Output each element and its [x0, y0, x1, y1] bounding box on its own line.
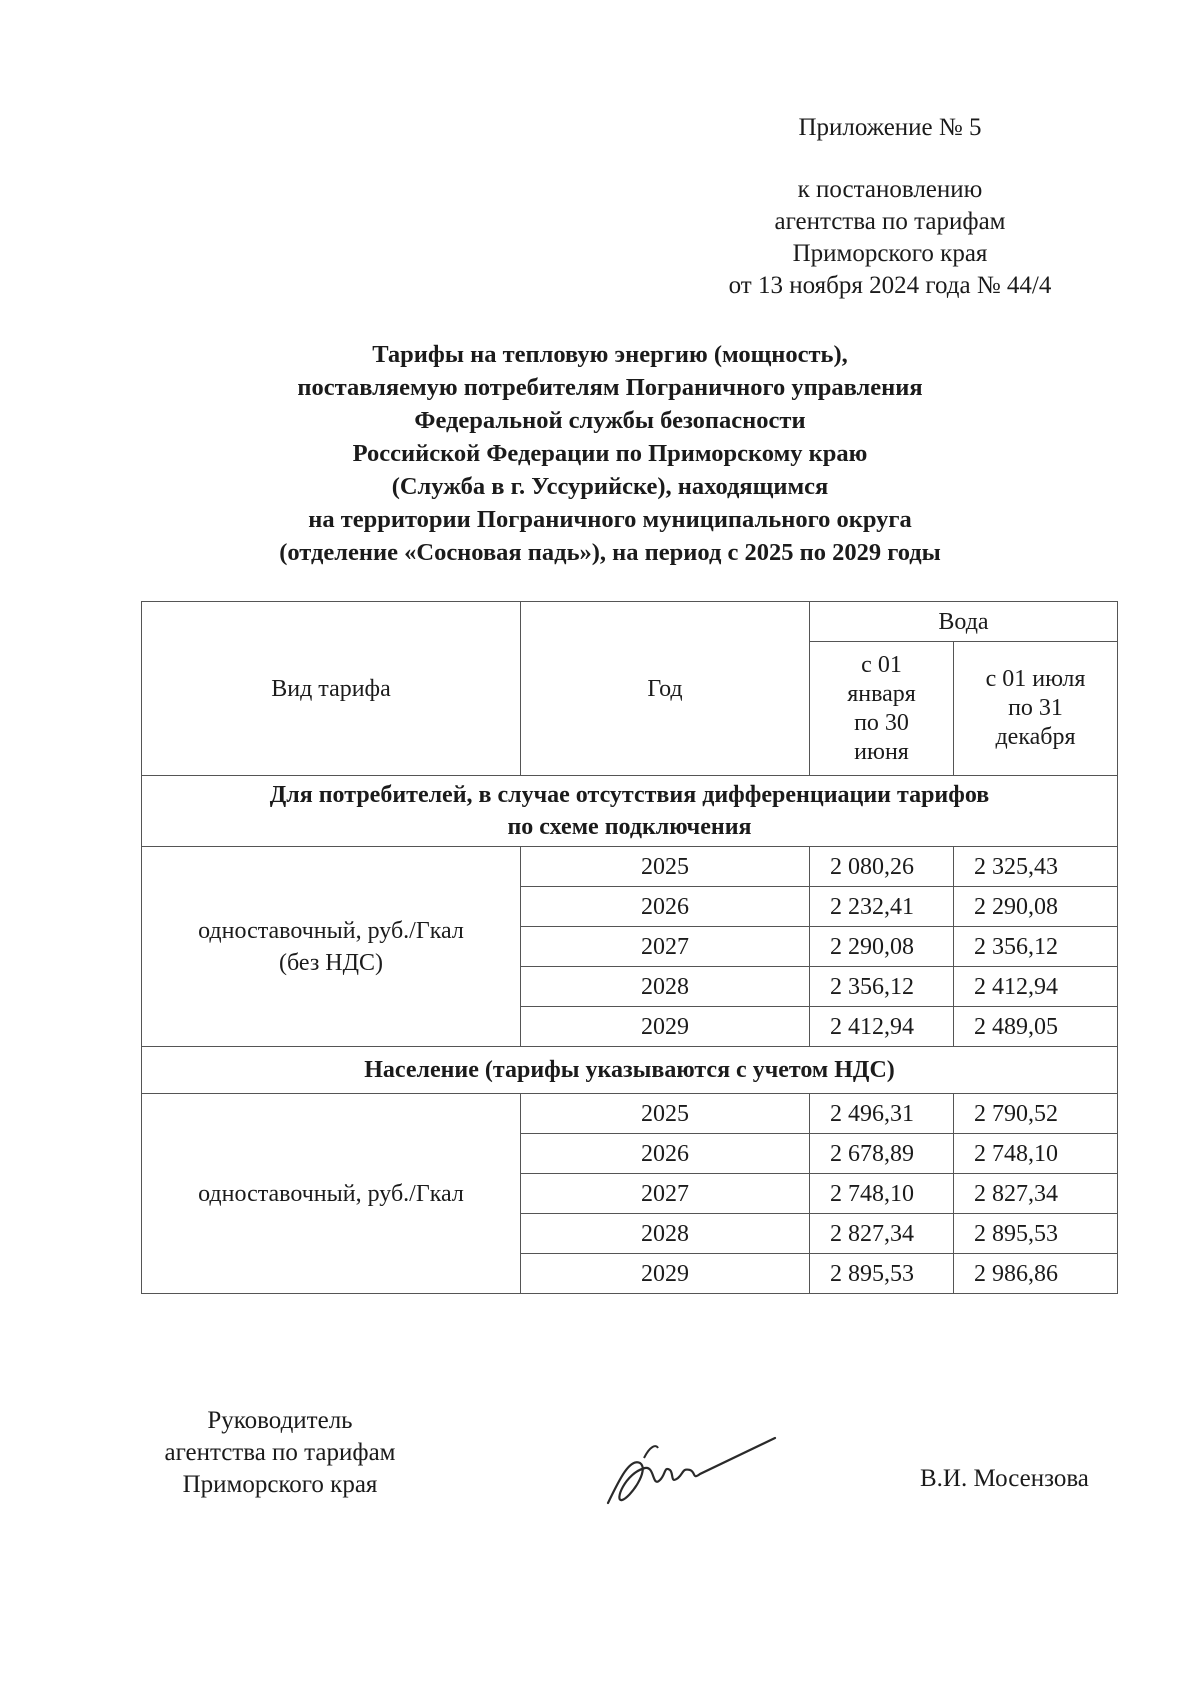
tariff-h2-cell: 2 790,52 — [954, 1094, 1118, 1134]
section-title-line-2: по схеме подключения — [507, 814, 752, 840]
section-title — [142, 1047, 1118, 1094]
tariff-h2-cell: 2 827,34 — [954, 1174, 1118, 1214]
signatory-position-line-3: Приморского края — [182, 1471, 378, 1498]
tariff-h2-cell: 2 986,86 — [954, 1254, 1118, 1294]
tariff-h2-cell: 2 325,43 — [954, 847, 1118, 887]
title-line: Тарифы на тепловую энергию (мощность), — [372, 341, 848, 368]
title-line: на территории Пограничного муниципального округа — [308, 506, 912, 533]
document-title — [150, 338, 1070, 569]
year-cell: 2028 — [521, 967, 810, 1007]
appendix-line-1: к постановлению — [797, 176, 983, 203]
tariff-h2-cell: 2 412,94 — [954, 967, 1118, 1007]
tariff-h1-cell: 2 232,41 — [810, 887, 954, 927]
tariff-h1-cell: 2 496,31 — [810, 1094, 954, 1134]
tariff-h1-cell: 2 356,12 — [810, 967, 954, 1007]
signatory-name: В.И. Мосензова — [920, 1465, 1089, 1492]
signatory-position — [140, 1405, 420, 1501]
title-line: (Служба в г. Уссурийске), находящимся — [391, 473, 829, 500]
tariff-h1-cell: 2 290,08 — [810, 927, 954, 967]
year-cell: 2029 — [521, 1007, 810, 1047]
header-period-1: с 01 января по 30 июня — [810, 642, 954, 776]
header-kind: Вид тарифа — [142, 602, 521, 776]
tariff-h1-cell: 2 895,53 — [810, 1254, 954, 1294]
tariff-h2-cell: 2 356,12 — [954, 927, 1118, 967]
section-title-line-1: Для потребителей, в случае отсутствия дифференциации тарифов — [269, 782, 990, 808]
tariff-h1-cell: 2 678,89 — [810, 1134, 954, 1174]
tariff-kind-line-1: одноставочный, руб./Гкал — [198, 1180, 464, 1207]
year-cell: 2028 — [521, 1214, 810, 1254]
tariff-h2-cell: 2 489,05 — [954, 1007, 1118, 1047]
section-title — [142, 776, 1118, 847]
year-cell: 2029 — [521, 1254, 810, 1294]
section-title-line-1: Население (тарифы указываются с учетом НДС) — [364, 1057, 895, 1083]
header-year: Год — [521, 602, 810, 776]
tariff-h2-cell: 2 748,10 — [954, 1134, 1118, 1174]
tariff-h2-cell: 2 895,53 — [954, 1214, 1118, 1254]
year-cell: 2027 — [521, 1174, 810, 1214]
tariff-kind-line-1: одноставочный, руб./Гкал — [198, 917, 464, 944]
appendix-line-3: Приморского края — [792, 240, 988, 267]
year-cell: 2025 — [521, 847, 810, 887]
tariff-kind-line-2: (без НДС) — [278, 949, 383, 976]
year-cell: 2025 — [521, 1094, 810, 1134]
appendix-line-4: от 13 ноября 2024 года № 44/4 — [728, 272, 1052, 299]
signatory-position-line-1: Руководитель — [207, 1407, 353, 1434]
header-water: Вода — [810, 602, 1118, 642]
tariff-h2-cell: 2 290,08 — [954, 887, 1118, 927]
table-row — [142, 1094, 1118, 1134]
signatory-position-line-2: агентства по тарифам — [164, 1439, 396, 1466]
tariff-h1-cell: 2 412,94 — [810, 1007, 954, 1047]
year-cell: 2027 — [521, 927, 810, 967]
tariff-h1-cell: 2 827,34 — [810, 1214, 954, 1254]
year-cell: 2026 — [521, 1134, 810, 1174]
appendix-line-2: агентства по тарифам — [774, 208, 1006, 235]
title-line: (отделение «Сосновая падь»), на период с 2025 по 2029 годы — [279, 539, 941, 566]
tariff-h1-cell: 2 080,26 — [810, 847, 954, 887]
appendix-number: Приложение № 5 — [798, 114, 982, 141]
tariff-table — [141, 601, 1118, 1294]
appendix-header — [720, 112, 1060, 302]
title-line: поставляемую потребителям Пограничного управления — [297, 374, 923, 401]
year-cell: 2026 — [521, 887, 810, 927]
header-period-2: с 01 июля по 31 декабря — [954, 642, 1118, 776]
table-row — [142, 847, 1118, 887]
tariff-kind — [142, 847, 521, 1047]
handwritten-signature — [600, 1418, 780, 1518]
title-line: Российской Федерации по Приморскому краю — [352, 440, 868, 467]
title-line: Федеральной службы безопасности — [414, 407, 806, 434]
tariff-kind — [142, 1094, 521, 1294]
tariff-h1-cell: 2 748,10 — [810, 1174, 954, 1214]
